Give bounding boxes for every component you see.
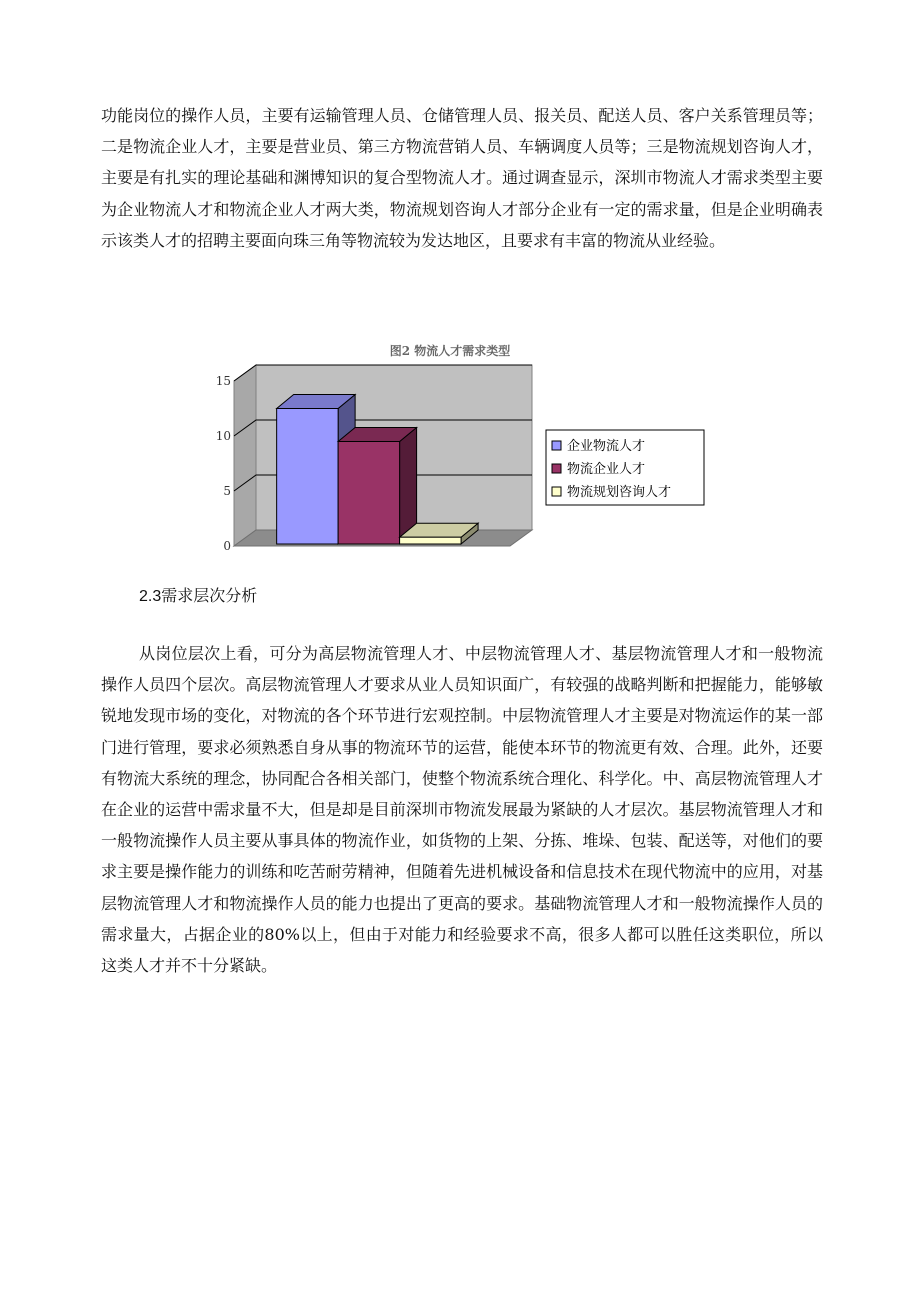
legend-swatch-1 xyxy=(552,441,561,450)
y-tick-5: 5 xyxy=(223,484,231,498)
y-tick-0: 0 xyxy=(223,539,231,553)
legend-label-2: 物流企业人才 xyxy=(567,462,646,477)
chart-legend xyxy=(546,430,704,505)
y-axis-ticks xyxy=(216,374,231,553)
paragraph-demand-levels: 从岗位层次上看，可分为高层物流管理人才、中层物流管理人才、基层物流管理人才和一般物流操作人员四个层次。高层物流管理人才要求从业人员知识面广，有较强的战略判断和把握能力，能够敏锐地发现市场的变化，对物流的各个环节进行宏观控制。中层物流管理人才主要是对物流运作的某一部门进行管理，要求必须熟悉自身从事的物流环节的运营，能使本环节的物流更有效、合理。此外，还要有物流大系统的理念，协同配合各相关部门，使整个物流系统合理化、科学化。中、高层物流管理人才在企业的运营中需求量不大，但是却是目前深圳市物流发展最为紧缺的人才层次。基层物流管理人才和一般物流操作人员主要从事具体的物流作业，如货物的上架、分拣、堆垛、包装、配送等，对他们的要求主要是操作能力的训练和吃苦耐劳精神，但随着先进机械设备和信息技术在现代物流中的应用，对基层物流管理人才和物流操作人员的能力也提出了更高的要求。基础物流管理人才和一般物流操作人员的需求量大，占据企业的80%以上，但由于对能力和经验要求不高，很多人都可以胜任这类职位，所以这类人才并不十分紧缺。 xyxy=(101,644,823,976)
legend-swatch-2 xyxy=(552,464,561,473)
section-heading xyxy=(139,584,257,609)
paragraph-talent-types: 功能岗位的操作人员，主要有运输管理人员、仓储管理人员、报关员、配送人员、客户关系管理员等；二是物流企业人才，主要是营业员、第三方物流营销人员、车辆调度人员等；三是物流规划咨询人才，主要是有扎实的理论基础和渊博知识的复合型物流人才。通过调查显示，深圳市物流人才需求类型主要为企业物流人才和物流企业人才两大类，物流规划咨询人才部分企业有一定的需求量，但是企业明确表示该类人才的招聘主要面向珠三角等物流较为发达地区，且要求有丰富的物流从业经验。 xyxy=(101,106,823,250)
y-tick-10: 10 xyxy=(215,429,231,443)
section-title: 需求层次分析 xyxy=(161,586,258,605)
y-tick-15: 15 xyxy=(215,374,231,388)
chart-title: 图2 物流人才需求类型 xyxy=(389,344,511,358)
legend-label-3: 物流规划咨询人才 xyxy=(567,485,672,500)
plot-side-wall xyxy=(234,365,256,546)
section-number: 2.3 xyxy=(139,588,162,605)
bar-2 xyxy=(338,428,416,545)
chart-talent-demand-types xyxy=(215,335,718,553)
legend-swatch-3 xyxy=(552,487,561,496)
legend-label-1: 企业物流人才 xyxy=(567,439,646,454)
